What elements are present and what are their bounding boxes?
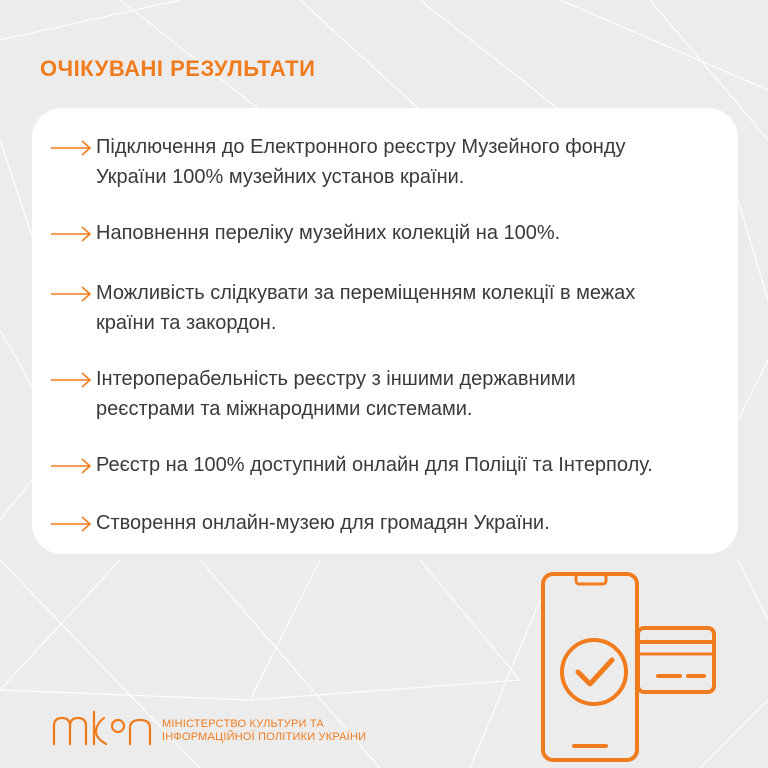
result-text	[96, 218, 716, 248]
result-line: Підключення до Електронного реєстру Музейного фонду	[96, 136, 626, 158]
result-text	[96, 132, 716, 192]
result-text	[96, 508, 716, 538]
arrow-right-icon	[50, 286, 92, 302]
smartphone-checkmark-card-icon	[530, 560, 730, 768]
ministry-name	[162, 718, 366, 744]
arrow-right-icon	[50, 372, 92, 388]
results-card	[32, 108, 738, 554]
result-line: Реєстр на 100% доступний онлайн для Поліції та Інтерполу.	[96, 454, 653, 476]
result-text	[96, 450, 716, 480]
page-title: ОЧІКУВАНІ РЕЗУЛЬТАТИ	[40, 56, 316, 81]
result-line: Інтероперабельність реєстру з іншими державними	[96, 368, 576, 390]
ministry-name-line: МІНІСТЕРСТВО КУЛЬТУРИ ТА	[162, 718, 324, 730]
result-line: Створення онлайн-музею для громадян України.	[96, 512, 550, 534]
result-text	[96, 364, 716, 424]
result-line: реєстрами та міжнародними системами.	[96, 398, 473, 420]
result-line: країни та закордон.	[96, 312, 277, 334]
result-text	[96, 278, 716, 338]
result-line: Наповнення переліку музейних колекцій на 100%.	[96, 222, 561, 244]
arrow-right-icon	[50, 226, 92, 242]
result-line: Можливість слідкувати за переміщенням колекції в межах	[96, 282, 636, 304]
arrow-right-icon	[50, 458, 92, 474]
result-line: України 100% музейних установ країни.	[96, 166, 465, 188]
ministry-name-line: ІНФОРМАЦІЙНОЇ ПОЛІТИКИ УКРАЇНИ	[162, 731, 367, 743]
arrow-right-icon	[50, 516, 92, 532]
arrow-right-icon	[50, 140, 92, 156]
mkip-logo	[52, 708, 160, 748]
